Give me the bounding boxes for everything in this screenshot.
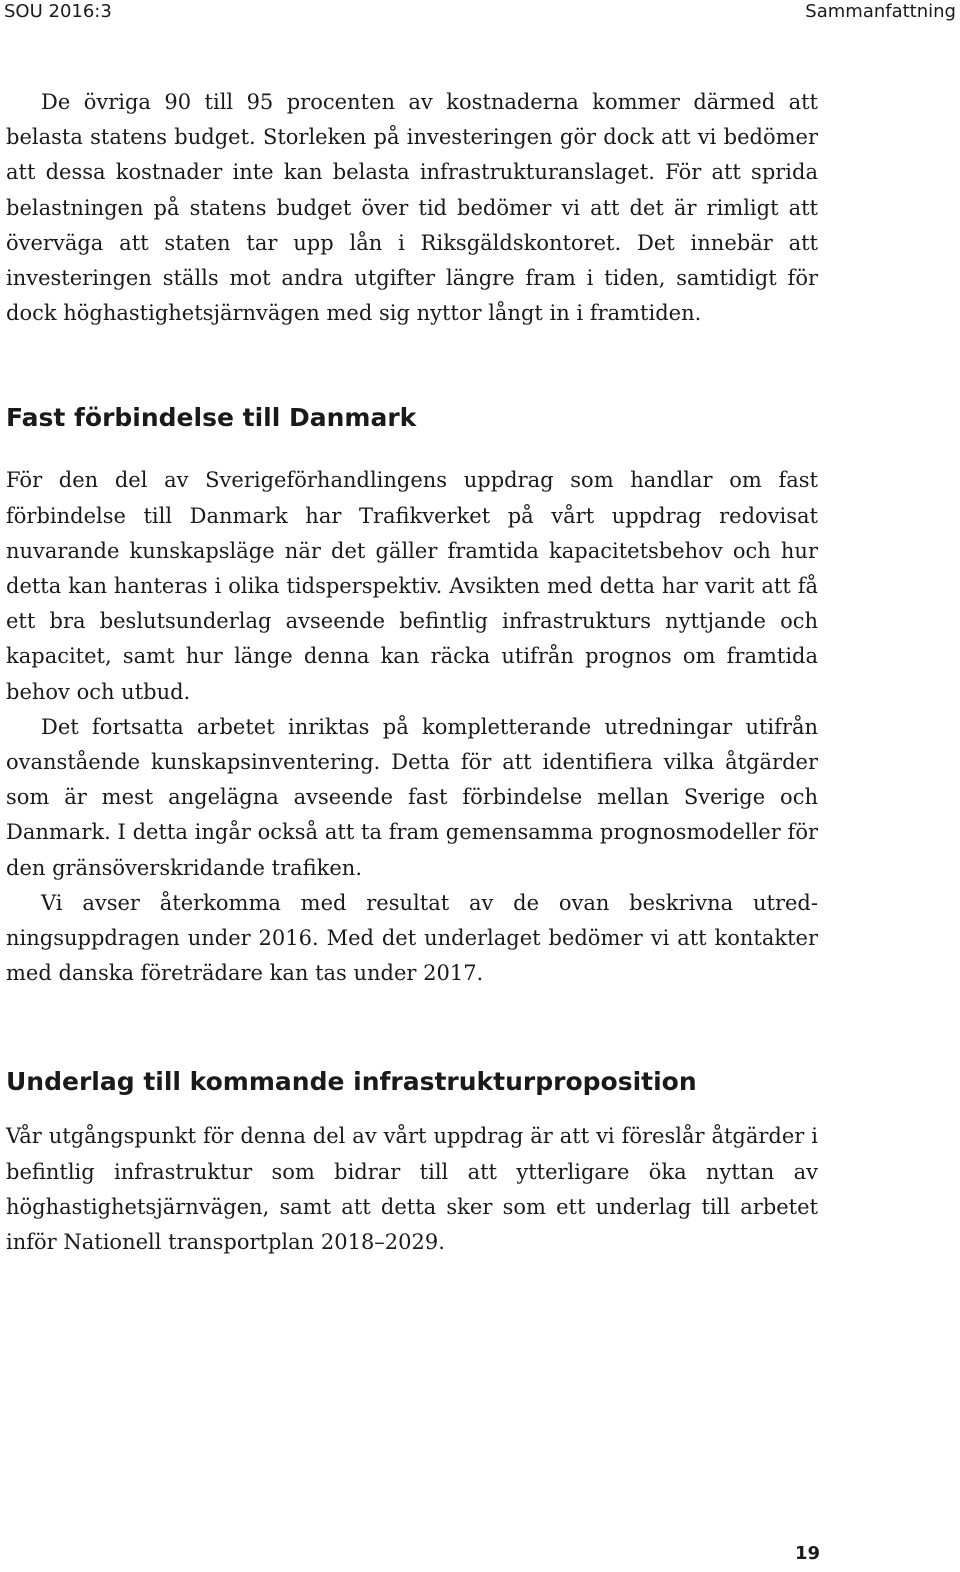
danmark-paragraph-3: Vi avser återkomma med resultat av de ovan beskrivna utredningsuppdragen under 2016. Med det underlaget bedömer vi att kontakter med danska företrädare kan tas under 2017.: [6, 890, 818, 986]
report-id: SOU 2016:3: [4, 1, 112, 22]
section-heading-underlag: Underlag till kommande infrastrukturproposition: [6, 1067, 697, 1097]
page-number: 19: [794, 1543, 820, 1564]
chapter-title: Sammanfattning: [805, 1, 956, 22]
page-content: [6, 85, 818, 1260]
running-header: [0, 0, 960, 24]
intro-paragraph-1: De övriga 90 till 95 procenten av kostnaderna kommer därmed att belasta statens budget. Storleken på investeringen gör dock att vi bedömer att dessa kostnader inte kan belasta infrastrukturanslaget. För att sprida belastningen på statens budget över tid bedömer vi att det är rimligt att överväga att staten tar upp lån i Riksgäldskontoret. Det innebär att investeringen ställs mot andra utgifter längre fram i tiden, samtidigt för dock höghastighetsjärnvägen med sig nyttor långt in i framtiden.: [6, 90, 818, 326]
underlag-paragraph-1: Vår utgångspunkt för denna del av vårt uppdrag är att vi föreslår åtgärder i befintlig infrastruktur som bidrar till att ytterligare öka nyttan av höghastighetsjärnvägen, samt att detta sker som ett underlag till arbetet inför Nationell transportplan 2018–2029.: [6, 1124, 818, 1255]
danmark-paragraph-2: Det fortsatta arbetet inriktas på kompletterande utredningar utifrån ovanstående kunskapsinventering. Detta för att identifiera vilka åtgärder som är mest angelägna avseende fast förbindelse mellan Sverige och Danmark. I detta ingår också att ta fram gemensamma prognosmodeller för den gränsöverskridande trafiken.: [6, 714, 818, 880]
danmark-paragraph-1: För den del av Sverigeförhandlingens uppdrag som handlar om fast förbindelse till Danmark har Trafikverket på vårt uppdrag redovisat nuvarande kunskapsläge när det gäller framtida kapacitetsbehov och hur detta kan hanteras i olika tidsperspektiv. Avsikten med detta har varit att få ett bra beslutsunderlag avseende befintlig infrastrukturs nyttjande och kapacitet, samt hur länge denna kan räcka utifrån prognos om framtida behov och utbud.: [6, 468, 818, 704]
section-heading-danmark: Fast förbindelse till Danmark: [6, 403, 417, 433]
